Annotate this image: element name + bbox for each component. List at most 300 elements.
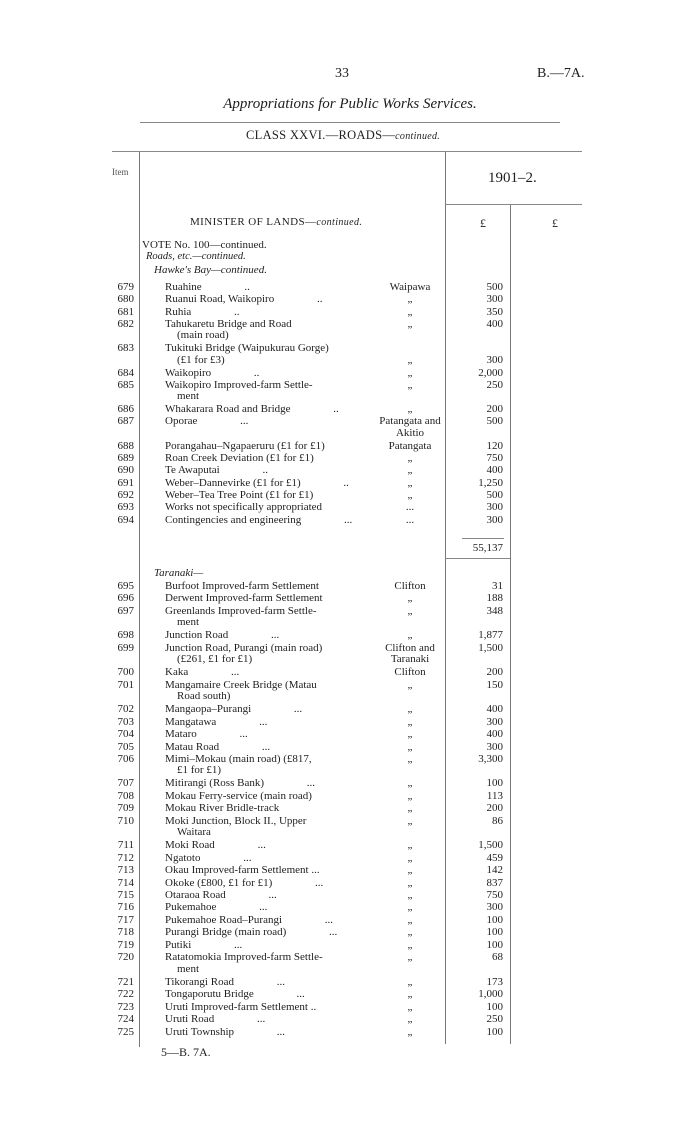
- district: „: [407, 926, 413, 939]
- work-name: [165, 939, 242, 951]
- item-number: 712: [117, 851, 134, 864]
- amount: 1,250: [478, 476, 503, 489]
- amount: 300: [486, 353, 503, 366]
- work-name: [165, 605, 317, 617]
- amount: 100: [486, 1000, 503, 1013]
- district: „: [407, 752, 413, 765]
- leader-dots: ...: [276, 975, 285, 988]
- item-number: 714: [117, 876, 134, 889]
- amount: 300: [486, 740, 503, 753]
- amount: 300: [486, 513, 503, 526]
- district: „: [407, 802, 413, 815]
- roads-subheading: Roads, etc.—continued.: [146, 251, 246, 262]
- work-name-text: Te Awaputai: [165, 464, 220, 477]
- district: „: [407, 1025, 413, 1038]
- work-name-text: Uruti Road: [165, 1013, 215, 1026]
- district: „: [407, 464, 413, 477]
- district: „: [407, 851, 413, 864]
- item-number: 717: [117, 913, 134, 926]
- amount: 300: [486, 501, 503, 514]
- work-name-text: Matau Road: [165, 740, 220, 753]
- ministry-continued: continued.: [316, 217, 363, 228]
- district: „: [407, 488, 413, 501]
- item-number: 702: [117, 703, 134, 716]
- district: ...: [405, 513, 415, 526]
- district: „: [407, 293, 413, 306]
- work-name-text: Mangamaire Creek Bridge (Matau: [165, 678, 317, 691]
- district: „: [407, 814, 413, 827]
- item-number: 689: [117, 452, 134, 464]
- work-name: [165, 318, 292, 330]
- item-number: 711: [117, 839, 134, 852]
- district: „: [407, 975, 413, 988]
- work-name-text: Uruti Improved-farm Settlement ..: [165, 1000, 317, 1013]
- amount: 142: [486, 864, 503, 877]
- work-name: [165, 852, 251, 864]
- work-name: [165, 1026, 285, 1038]
- amount: 500: [486, 415, 503, 428]
- district: Patangata and: [379, 415, 441, 428]
- amount: 1,000: [478, 988, 503, 1001]
- work-name-text: Okoke (£800, £1 for £1): [165, 876, 273, 889]
- work-name-text: Ratatomokia Improved-farm Settle-: [165, 951, 323, 964]
- leader-dots: ...: [296, 988, 305, 1001]
- work-name: [165, 864, 320, 876]
- leader-dots: ...: [243, 851, 252, 864]
- item-number: 705: [117, 740, 134, 753]
- item-number: 696: [117, 592, 134, 605]
- work-name-text: Putiki: [165, 938, 192, 951]
- header-rule: [112, 151, 582, 152]
- item-number: 684: [117, 366, 134, 379]
- amount: 459: [486, 851, 503, 864]
- item-number: 693: [117, 501, 134, 514]
- work-name: [165, 901, 267, 913]
- work-name-text: Purangi Bridge (main road): [165, 926, 287, 939]
- work-name: [165, 293, 322, 305]
- work-name: [165, 716, 267, 728]
- work-name: [165, 666, 239, 678]
- item-column-rule: [139, 152, 140, 1047]
- district: „: [407, 703, 413, 716]
- pound-sign-col2: £: [552, 216, 558, 230]
- district: „: [407, 951, 413, 964]
- item-number: 683: [117, 342, 134, 355]
- subtotal-rule: [462, 538, 504, 539]
- work-name: [165, 802, 279, 814]
- amount: 250: [486, 378, 503, 391]
- amount: 750: [486, 452, 503, 464]
- amount: 750: [486, 889, 503, 901]
- leader-dots: ...: [259, 901, 268, 914]
- amount: 173: [486, 975, 503, 988]
- item-number: 681: [117, 305, 134, 318]
- district: Clifton and: [385, 641, 435, 654]
- district: „: [407, 889, 413, 901]
- amount: 300: [486, 901, 503, 914]
- amount: 1,500: [478, 641, 503, 654]
- district: „: [407, 403, 413, 416]
- work-name: [165, 790, 312, 802]
- work-name: [165, 415, 248, 427]
- work-name: [165, 951, 323, 963]
- work-name-text: Mangaopa–Purangi: [165, 703, 252, 716]
- page-signature: 5—B. 7A.: [161, 1045, 211, 1059]
- work-name: [165, 815, 306, 827]
- work-name: [165, 753, 312, 765]
- item-number: 700: [117, 666, 134, 679]
- item-number: 703: [117, 715, 134, 728]
- amount: 500: [486, 281, 503, 293]
- work-name-text: Waikopiro: [165, 366, 212, 379]
- amount: 68: [492, 951, 503, 964]
- work-name: [165, 914, 333, 926]
- leader-dots: ...: [239, 728, 248, 741]
- item-number: 715: [117, 889, 134, 901]
- amount: 350: [486, 305, 503, 318]
- leader-dots: ..: [343, 476, 349, 489]
- work-name: [165, 403, 339, 415]
- work-name: [165, 877, 323, 889]
- district: „: [407, 839, 413, 852]
- work-name-text: Roan Creek Deviation (£1 for £1): [165, 452, 314, 464]
- item-number: 699: [117, 641, 134, 654]
- class-label: CLASS XXVI.—ROADS—: [246, 128, 396, 142]
- district: „: [407, 740, 413, 753]
- work-name: [165, 1001, 316, 1013]
- district: „: [407, 728, 413, 741]
- district: „: [407, 876, 413, 889]
- work-name: [165, 976, 285, 988]
- work-name: [165, 777, 315, 789]
- district: „: [407, 901, 413, 914]
- item-number: 716: [117, 901, 134, 914]
- leader-dots: ...: [259, 715, 268, 728]
- work-name: [165, 489, 313, 501]
- work-name-text: Moki Road: [165, 839, 215, 852]
- item-number: 697: [117, 604, 134, 617]
- amount: 2,000: [478, 366, 503, 379]
- district: Waipawa: [389, 281, 431, 293]
- work-name-text: Okau Improved-farm Settlement ...: [165, 864, 320, 877]
- work-name: [165, 379, 313, 391]
- leader-dots: ..: [244, 281, 250, 293]
- work-name-continued: (£1 for £3): [177, 353, 225, 366]
- item-column-header: Item: [112, 167, 129, 177]
- work-name: [165, 452, 314, 464]
- leader-dots: ..: [253, 366, 260, 379]
- leader-dots: ...: [268, 889, 277, 901]
- work-name-text: Weber–Tea Tree Point (£1 for £1): [165, 488, 314, 501]
- district-continued: Akitio: [395, 426, 425, 439]
- item-number: 698: [117, 629, 134, 642]
- document-reference: B.—7A.: [537, 66, 585, 81]
- leader-dots: ...: [271, 629, 280, 642]
- item-number: 692: [117, 488, 134, 501]
- item-number: 680: [117, 293, 134, 306]
- amount: 400: [486, 464, 503, 477]
- item-number: 713: [117, 864, 134, 877]
- amount: 500: [486, 488, 503, 501]
- amount: 348: [486, 604, 503, 617]
- district: „: [407, 366, 413, 379]
- amount: 250: [486, 1013, 503, 1026]
- title-rule: [140, 122, 560, 123]
- work-name-text: Kaka: [165, 666, 189, 679]
- district: „: [407, 1000, 413, 1013]
- item-number: 721: [117, 975, 134, 988]
- item-number: 690: [117, 464, 134, 477]
- work-name: [165, 477, 349, 489]
- fiscal-year-header: 1901–2.: [488, 170, 537, 186]
- item-number: 707: [117, 777, 134, 790]
- district: „: [407, 777, 413, 790]
- district: „: [407, 678, 413, 691]
- work-name-text: Derwent Improved-farm Settlement: [165, 592, 323, 605]
- work-name: [165, 889, 277, 901]
- item-number: 718: [117, 926, 134, 939]
- work-name-text: Burfoot Improved-farm Settlement: [165, 580, 319, 592]
- district: „: [407, 988, 413, 1001]
- work-name-continued: (main road): [177, 329, 229, 342]
- district-continued: Taranaki: [390, 653, 430, 666]
- leader-dots: ...: [329, 926, 338, 939]
- work-name-text: Mokau Ferry-service (main road): [165, 789, 312, 802]
- item-number: 722: [117, 988, 134, 1001]
- work-name-text: Weber–Dannevirke (£1 for £1): [165, 476, 301, 489]
- work-name: [165, 367, 259, 379]
- item-number: 706: [117, 752, 134, 765]
- work-name: [165, 501, 322, 513]
- district: „: [407, 604, 413, 617]
- item-number: 709: [117, 802, 134, 815]
- work-name-continued: £1 for £1): [177, 764, 221, 777]
- item-number: 686: [117, 403, 134, 416]
- district: ...: [405, 501, 415, 514]
- work-name: [165, 440, 325, 452]
- work-name-text: Oporae: [165, 415, 198, 428]
- work-name-text: Uruti Township: [165, 1025, 235, 1038]
- item-number: 710: [117, 814, 134, 827]
- amount: 86: [492, 814, 503, 827]
- work-name: [165, 342, 329, 354]
- work-name-text: Ruanui Road, Waikopiro: [165, 293, 275, 306]
- leader-dots: ...: [306, 777, 315, 790]
- leader-dots: ...: [324, 913, 334, 926]
- district: „: [407, 938, 413, 951]
- amount: 188: [486, 592, 503, 605]
- work-name: [165, 642, 322, 654]
- subtotal-rule-bottom: [445, 558, 510, 559]
- item-number: 682: [117, 317, 134, 330]
- work-name: [165, 679, 317, 691]
- item-number: 724: [117, 1013, 134, 1026]
- work-name: [165, 1013, 265, 1025]
- work-name: [165, 926, 337, 938]
- leader-dots: ...: [293, 703, 303, 716]
- work-name-continued: ment: [177, 616, 199, 629]
- amount: 100: [486, 938, 503, 951]
- work-name-text: Mokau River Bridle-track: [165, 802, 280, 815]
- district: „: [407, 913, 413, 926]
- work-name: [165, 741, 270, 753]
- amount: 100: [486, 1025, 503, 1038]
- work-name-text: Junction Road, Purangi (main road): [165, 641, 323, 654]
- amount: 100: [486, 913, 503, 926]
- work-name-continued: Road south): [177, 690, 231, 703]
- amount: 100: [486, 926, 503, 939]
- work-name-text: Works not specifically appropriated: [165, 501, 323, 514]
- amount: 3,300: [478, 752, 503, 765]
- work-name-text: Ruhia: [165, 305, 192, 318]
- leader-dots: ...: [240, 415, 249, 428]
- district: „: [407, 789, 413, 802]
- work-name-text: Mataro: [165, 728, 197, 741]
- work-name: [165, 281, 250, 293]
- item-number: 688: [117, 439, 134, 452]
- work-name: [165, 514, 352, 526]
- leader-dots: ..: [262, 464, 268, 477]
- amount: 113: [486, 789, 503, 802]
- amount: 200: [486, 403, 503, 416]
- work-name-text: Porangahau–Ngapaeruru (£1 for £1): [165, 439, 325, 452]
- work-name: [165, 728, 248, 740]
- work-name-text: Tukituki Bridge (Waipukurau Gorge): [165, 342, 329, 355]
- work-name-text: Ngatoto: [165, 851, 201, 864]
- ministry-heading: [190, 216, 362, 228]
- work-name-text: Mitirangi (Ross Bank): [165, 777, 264, 790]
- leader-dots: ..: [333, 403, 339, 416]
- district: Clifton: [394, 580, 426, 592]
- class-continued: continued.: [395, 131, 441, 142]
- work-name: [165, 839, 266, 851]
- item-number: 725: [117, 1025, 134, 1038]
- district-continued: „: [407, 353, 413, 366]
- amount-column-rule-mid: [510, 204, 511, 1044]
- leader-dots: ...: [257, 839, 266, 852]
- district: „: [407, 305, 413, 318]
- item-number: 704: [117, 728, 134, 741]
- leader-dots: ...: [256, 1013, 266, 1026]
- leader-dots: ...: [261, 740, 271, 753]
- work-name-text: Tahukaretu Bridge and Road: [165, 317, 292, 330]
- ministry-label: MINISTER OF LANDS—: [190, 216, 317, 228]
- district: „: [407, 476, 413, 489]
- leader-dots: ..: [234, 305, 240, 318]
- item-number: 695: [117, 580, 134, 592]
- work-name-text: Ruahine: [165, 281, 202, 293]
- district: „: [407, 592, 413, 605]
- amount: 31: [492, 580, 503, 592]
- item-number: 685: [117, 378, 134, 391]
- work-name: [165, 580, 319, 592]
- work-name-text: Tongaporutu Bridge: [165, 988, 254, 1001]
- page-title: Appropriations for Public Works Services.: [223, 96, 477, 112]
- work-name-text: Moki Junction, Block II., Upper: [165, 814, 307, 827]
- work-name-text: Tikorangi Road: [165, 975, 234, 988]
- work-name-continued: Waitara: [177, 826, 211, 839]
- amount: 120: [486, 439, 503, 452]
- work-name-text: Pukemahoe Road–Purangi: [165, 913, 283, 926]
- item-number: 691: [117, 476, 134, 489]
- leader-dots: ..: [316, 293, 323, 306]
- work-name-text: Mimi–Mokau (main road) (£817,: [165, 752, 312, 765]
- district: „: [407, 378, 413, 391]
- work-name: [165, 306, 240, 318]
- work-name-continued: ment: [177, 390, 199, 403]
- district: „: [407, 629, 413, 642]
- amount: 400: [486, 728, 503, 741]
- year-header-rule: [445, 204, 582, 205]
- work-name-text: Otaraoa Road: [165, 889, 226, 901]
- work-name-text: Waikopiro Improved-farm Settle-: [165, 378, 313, 391]
- district: „: [407, 715, 413, 728]
- item-number: 708: [117, 789, 134, 802]
- amount: 400: [486, 317, 503, 330]
- amount: 300: [486, 715, 503, 728]
- district: „: [407, 1013, 413, 1026]
- work-name-text: Junction Road: [165, 629, 229, 642]
- item-number: 719: [117, 938, 134, 951]
- item-number: 679: [117, 281, 134, 293]
- amount: 400: [486, 703, 503, 716]
- district: Clifton: [394, 666, 426, 679]
- work-name-continued: (£261, £1 for £1): [177, 653, 253, 666]
- vote-heading: VOTE No. 100—continued.: [142, 239, 267, 251]
- leader-dots: ...: [276, 1025, 286, 1038]
- page-number: 33: [335, 66, 349, 81]
- work-name: [165, 464, 268, 476]
- class-heading: [246, 128, 440, 143]
- leader-dots: ...: [314, 876, 324, 889]
- hawkes-bay-total: 55,137: [472, 542, 503, 554]
- item-number: 720: [117, 951, 134, 964]
- leader-dots: ...: [234, 938, 243, 951]
- amount: 200: [486, 666, 503, 679]
- work-name-text: Greenlands Improved-farm Settle-: [165, 604, 317, 617]
- amount: 300: [486, 293, 503, 306]
- work-name-text: Mangatawa: [165, 715, 217, 728]
- amount: 200: [486, 802, 503, 815]
- work-name-continued: ment: [177, 962, 199, 975]
- work-name: [165, 592, 323, 604]
- district: „: [407, 452, 413, 464]
- amount: 100: [486, 777, 503, 790]
- amount: 837: [486, 876, 503, 889]
- work-name-text: Pukemahoe: [165, 901, 217, 914]
- district: Patangata: [388, 439, 432, 452]
- work-name: [165, 703, 302, 715]
- district: „: [407, 864, 413, 877]
- leader-dots: ...: [344, 513, 353, 526]
- amount: 150: [486, 678, 503, 691]
- work-name-text: Whakarara Road and Bridge: [165, 403, 291, 416]
- item-number: 701: [117, 678, 134, 691]
- district: „: [407, 317, 413, 330]
- pound-sign-col1: £: [480, 216, 486, 230]
- hawkes-bay-subheading: Hawke's Bay—continued.: [154, 264, 267, 276]
- item-number: 694: [117, 513, 134, 526]
- leader-dots: ...: [230, 666, 240, 679]
- amount: 1,500: [478, 839, 503, 852]
- work-name: [165, 629, 279, 641]
- work-name: [165, 988, 305, 1000]
- amount: 1,877: [478, 629, 503, 642]
- item-number: 687: [117, 415, 134, 428]
- item-number: 723: [117, 1000, 134, 1013]
- work-name-text: Contingencies and engineering: [165, 513, 302, 526]
- taranaki-subheading: Taranaki—: [154, 567, 204, 579]
